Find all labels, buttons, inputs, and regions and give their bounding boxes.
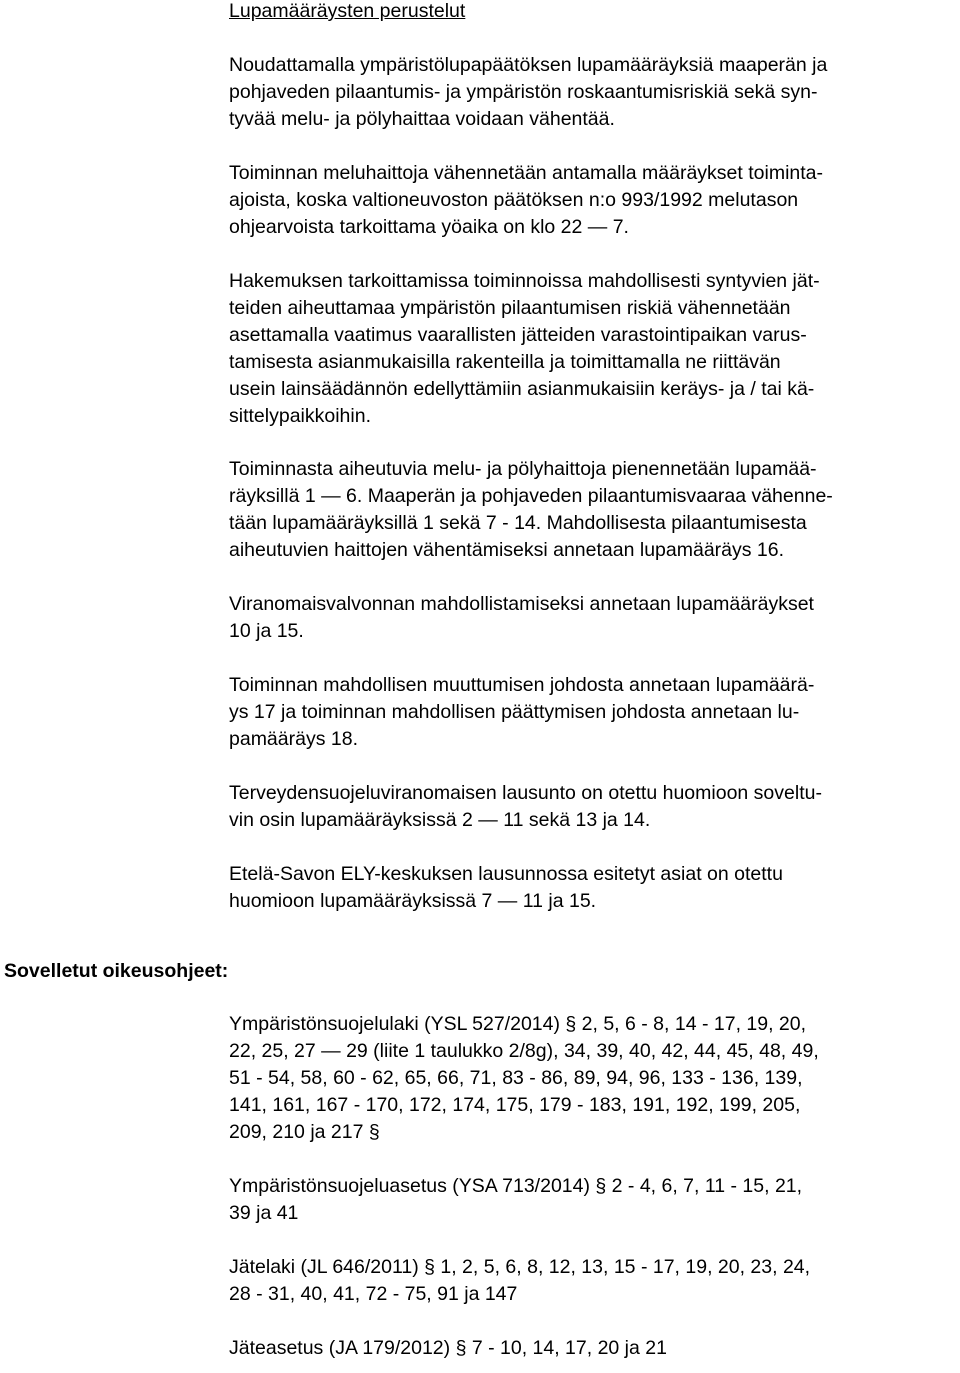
text-line: Viranomaisvalvonnan mahdollistamiseksi annetaan lupamääräykset [229,593,814,615]
text-line: tamisesta asianmukaisilla rakenteilla ja toimittamalla ne riittävän [229,351,781,373]
text-line: ajoista, koska valtioneuvoston päätöksen n:o 993/1992 melutason [229,189,799,211]
text-line: 22, 25, 27 — 29 (liite 1 taulukko 2/8g), 34, 39, 40, 42, 44, 45, 48, 49, [229,1040,819,1062]
paragraph [229,1173,955,1227]
text-line: 28 - 31, 40, 41, 72 - 75, 91 ja 147 [229,1283,518,1305]
paragraph [229,672,955,753]
text-line: ohjearvoista tarkoittama yöaika on klo 22 — 7. [229,216,629,238]
text-line: aiheutuvien haittojen vähentämiseksi annetaan lupamääräys 16. [229,539,785,561]
paragraph [229,1254,955,1308]
paragraph [229,52,955,133]
text-line: Toiminnan meluhaittoja vähennetään antamalla määräykset toiminta- [229,162,823,184]
text-line: Toiminnasta aiheutuvia melu- ja pölyhaittoja pienennetään lupamää- [229,458,817,480]
paragraph [229,591,955,645]
text-line: 10 ja 15. [229,620,304,642]
text-line: teiden aiheuttamaa ympäristön pilaantumisen riskiä vähennetään [229,297,791,319]
text-line: asettamalla vaatimus vaarallisten jätteiden varastointipaikan varus- [229,324,807,346]
text-line: Etelä-Savon ELY-keskuksen lausunnossa esitetyt asiat on otettu [229,863,783,885]
text-line: Jätelaki (JL 646/2011) § 1, 2, 5, 6, 8, 12, 13, 15 - 17, 19, 20, 23, 24, [229,1256,811,1278]
paragraph [229,780,955,834]
text-line: ys 17 ja toiminnan mahdollisen päättymisen johdosta annetaan lu- [229,701,800,723]
text-line: tyvää melu- ja pölyhaittaa voidaan vähentää. [229,108,615,130]
paragraph [229,1335,955,1362]
text-line: Hakemuksen tarkoittamissa toiminnoissa mahdollisesti syntyvien jät- [229,270,820,292]
text-line: Ympäristönsuojeluasetus (YSA 713/2014) § 2 - 4, 6, 7, 11 - 15, 21, [229,1175,803,1197]
text-line: pamääräys 18. [229,728,358,750]
text-line: pohjaveden pilaantumis- ja ympäristön roskaantumisriskiä sekä syn- [229,81,818,103]
text-line: Jäteasetus (JA 179/2012) § 7 - 10, 14, 17, 20 ja 21 [229,1337,667,1359]
paragraph [229,160,955,241]
text-line: Ympäristönsuojelulaki (YSL 527/2014) § 2, 5, 6 - 8, 14 - 17, 19, 20, [229,1013,807,1035]
text-line: Noudattamalla ympäristölupapäätöksen lupamääräyksiä maaperän ja [229,54,828,76]
text-line: tään lupamääräyksillä 1 sekä 7 - 14. Mahdollisesta pilaantumisesta [229,512,807,534]
side-label: Sovelletut oikeusohjeet: [4,960,229,982]
text-line: 209, 210 ja 217 § [229,1121,380,1143]
paragraph [229,861,955,915]
text-line: Toiminnan mahdollisen muuttumisen johdosta annetaan lupamäärä- [229,674,815,696]
text-line: räyksillä 1 — 6. Maaperän ja pohjaveden pilaantumisvaaraa vähenne- [229,485,833,507]
paragraph [229,456,955,564]
text-line: usein lainsäädännön edellyttämiin asianmukaisiin keräys- ja / tai kä- [229,378,815,400]
text-line: Terveydensuojeluviranomaisen lausunto on otettu huomioon soveltu- [229,782,822,804]
text-line: 141, 161, 167 - 170, 172, 174, 175, 179 - 183, 191, 192, 199, 205, [229,1094,801,1116]
text-line: huomioon lupamääräyksissä 7 — 11 ja 15. [229,890,597,912]
text-line: vin osin lupamääräyksissä 2 — 11 sekä 13 ja 14. [229,809,651,831]
text-line: sittelypaikkoihin. [229,405,371,427]
text-line: 51 - 54, 58, 60 - 62, 65, 66, 71, 83 - 86, 89, 94, 96, 133 - 136, 139, [229,1067,803,1089]
paragraph [229,1011,955,1146]
text-line: 39 ja 41 [229,1202,299,1224]
paragraph [229,268,955,430]
section-heading: Lupamääräysten perustelut [229,0,466,22]
